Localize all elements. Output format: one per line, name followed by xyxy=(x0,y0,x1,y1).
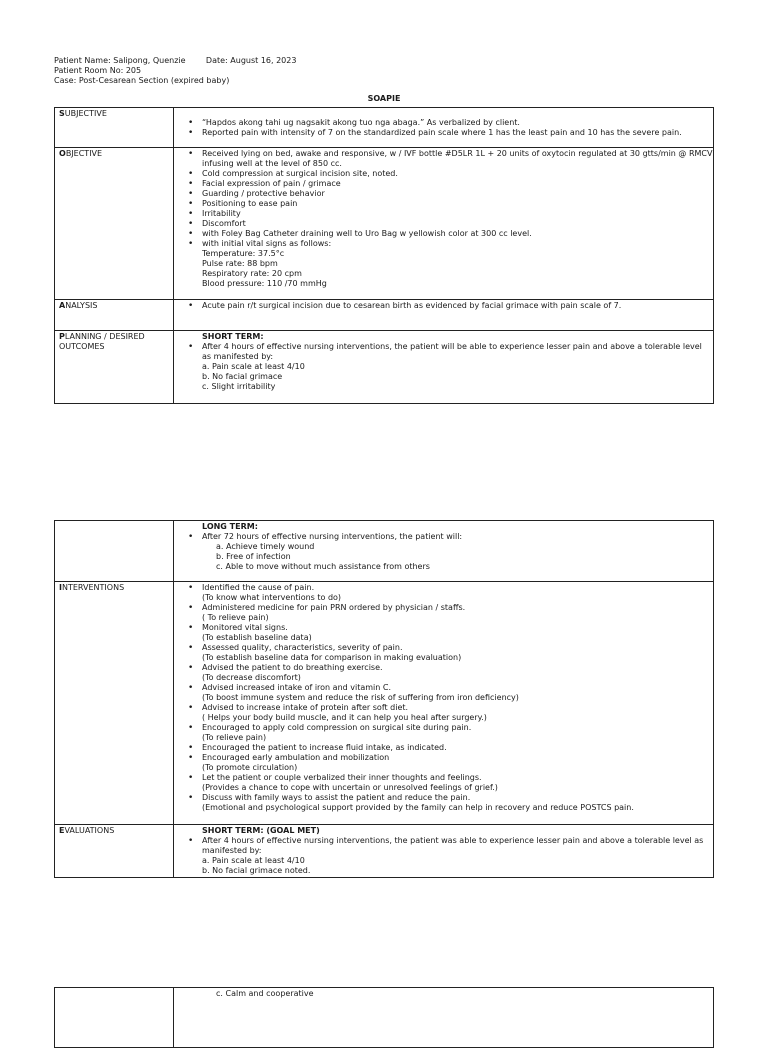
evaluation-item: b. No facial grimace noted. xyxy=(202,866,311,875)
objective-bullet: • with Foley Bag Catheter draining well to Uro Bag w yellowish color at 300 cc level. xyxy=(202,229,713,239)
outcome-item: c. Able to move without much assistance from others xyxy=(216,562,430,571)
objective-bullet: • Received lying on bed, awake and responsive, w / IVF bottle #D5LR 1L + 20 units of oxytocin regulated at 30 gtts/min @ RMCV infusing well at the level of 850 cc. xyxy=(202,149,713,169)
planning-content xyxy=(174,331,714,404)
intervention-rationale: ( Helps your body build muscle, and it can help you heal after surgery.) xyxy=(202,713,487,722)
objective-bullet: • Irritability xyxy=(202,209,713,219)
outcome-item: a. Achieve timely wound xyxy=(216,542,315,551)
objective-row xyxy=(55,148,714,300)
intervention-item: • Encouraged the patient to increase fluid intake, as indicated. xyxy=(202,743,713,753)
long-term-row xyxy=(55,521,714,582)
planning-label: PLANNING / DESIRED OUTCOMES xyxy=(55,331,174,404)
intervention-rationale: ( To relieve pain) xyxy=(202,613,269,622)
evaluations-continued-row xyxy=(55,988,714,1048)
empty-label xyxy=(55,988,174,1048)
evaluations-row xyxy=(55,825,714,878)
soapie-table-2 xyxy=(54,520,714,878)
analysis-row xyxy=(55,300,714,331)
soapie-table-1 xyxy=(54,107,714,404)
objective-bullet: • Positioning to ease pain xyxy=(202,199,713,209)
objective-bullet: • Cold compression at surgical incision site, noted. xyxy=(202,169,713,179)
outcome-item: c. Slight irritability xyxy=(202,382,276,391)
subjective-row xyxy=(55,108,714,148)
objective-bullet: • Guarding / protective behavior xyxy=(202,189,713,199)
soapie-table-3 xyxy=(54,987,714,1048)
objective-content xyxy=(174,148,714,300)
intervention-item: • Discuss with family ways to assist the patient and reduce the pain. xyxy=(202,793,713,803)
evaluations-label: EVALUATIONS xyxy=(55,825,174,878)
intervention-rationale: (To establish baseline data) xyxy=(202,633,312,642)
evaluation-item: a. Pain scale at least 4/10 xyxy=(202,856,305,865)
vital-sign: Blood pressure: 110 /70 mmHg xyxy=(202,279,327,288)
vital-sign: Temperature: 37.5°c xyxy=(202,249,285,258)
intervention-item: • Monitored vital signs. xyxy=(202,623,713,633)
long-term-heading: LONG TERM: xyxy=(202,522,258,531)
intervention-rationale: (Provides a chance to cope with uncertain or unresolved feelings of grief.) xyxy=(202,783,498,792)
patient-header xyxy=(54,56,296,86)
evaluations-content xyxy=(174,825,714,878)
planning-row xyxy=(55,331,714,404)
subjective-bullet: • “Hapdos akong tahi ug nagsakit akong tuo nga abaga.” As verbalized by client. xyxy=(202,118,713,128)
evaluation-heading: SHORT TERM: (GOAL MET) xyxy=(202,826,320,835)
intervention-item: • Advised to increase intake of protein after soft diet. xyxy=(202,703,713,713)
intervention-item: • Identified the cause of pain. xyxy=(202,583,713,593)
patient-room: Patient Room No: 205 xyxy=(54,66,142,75)
evaluation-result: • After 4 hours of effective nursing interventions, the patient was able to experience lesser pain and above a tolerable level as manifested by: xyxy=(202,836,713,856)
analysis-content xyxy=(174,300,714,331)
objective-bullet: • with initial vital signs as follows: xyxy=(202,239,713,249)
empty-label xyxy=(55,521,174,582)
intervention-item: • Assessed quality, characteristics, severity of pain. xyxy=(202,643,713,653)
document-title: SOAPIE xyxy=(367,94,401,103)
intervention-item: • Encouraged to apply cold compression on surgical site during pain. xyxy=(202,723,713,733)
intervention-item: • Let the patient or couple verbalized their inner thoughts and feelings. xyxy=(202,773,713,783)
intervention-rationale: (To promote circulation) xyxy=(202,763,298,772)
vital-sign: Respiratory rate: 20 cpm xyxy=(202,269,302,278)
intervention-rationale: (To know what interventions to do) xyxy=(202,593,342,602)
outcome-item: b. Free of infection xyxy=(216,552,291,561)
patient-name-date: Patient Name: Salipong, Quenzie Date: August 16, 2023 xyxy=(54,56,297,65)
intervention-rationale: (Emotional and psychological support provided by the family can help in recovery and reduce POSTCS pain. xyxy=(202,803,634,812)
short-term-heading: SHORT TERM: xyxy=(202,332,264,341)
long-term-content xyxy=(174,521,714,582)
long-term-goal: • After 72 hours of effective nursing interventions, the patient will: xyxy=(202,532,713,542)
intervention-item: • Encouraged early ambulation and mobilization xyxy=(202,753,713,763)
interventions-row xyxy=(55,582,714,825)
intervention-item: • Administered medicine for pain PRN ordered by physician / staffs. xyxy=(202,603,713,613)
subjective-content xyxy=(174,108,714,148)
outcome-item: a. Pain scale at least 4/10 xyxy=(202,362,305,371)
intervention-rationale: (To decrease discomfort) xyxy=(202,673,301,682)
intervention-item: • Advised the patient to do breathing exercise. xyxy=(202,663,713,673)
evaluations-continued-content xyxy=(174,988,714,1048)
case-description: Case: Post-Cesarean Section (expired baby) xyxy=(54,76,230,85)
objective-bullet: • Discomfort xyxy=(202,219,713,229)
interventions-label: INTERVENTIONS xyxy=(55,582,174,825)
intervention-item: • Advised increased intake of iron and vitamin C. xyxy=(202,683,713,693)
subjective-bullet: • Reported pain with intensity of 7 on the standardized pain scale where 1 has the least pain and 10 has the severe pain. xyxy=(202,128,713,138)
outcome-item: b. No facial grimace xyxy=(202,372,283,381)
analysis-label: ANALYSIS xyxy=(55,300,174,331)
subjective-label: SUBJECTIVE xyxy=(55,108,174,148)
analysis-bullet: • Acute pain r/t surgical incision due to cesarean birth as evidenced by facial grimace with pain scale of 7. xyxy=(202,301,713,311)
intervention-rationale: (To relieve pain) xyxy=(202,733,267,742)
intervention-rationale: (To establish baseline data for comparison in making evaluation) xyxy=(202,653,462,662)
intervention-rationale: (To boost immune system and reduce the risk of suffering from iron deficiency) xyxy=(202,693,519,702)
objective-bullet: • Facial expression of pain / grimace xyxy=(202,179,713,189)
interventions-content xyxy=(174,582,714,825)
vital-sign: Pulse rate: 88 bpm xyxy=(202,259,278,268)
objective-label: OBJECTIVE xyxy=(55,148,174,300)
evaluation-item: c. Calm and cooperative xyxy=(216,989,314,998)
short-term-goal: • After 4 hours of effective nursing interventions, the patient will be able to experience lesser pain and above a tolerable level as manifested by: xyxy=(202,342,713,362)
